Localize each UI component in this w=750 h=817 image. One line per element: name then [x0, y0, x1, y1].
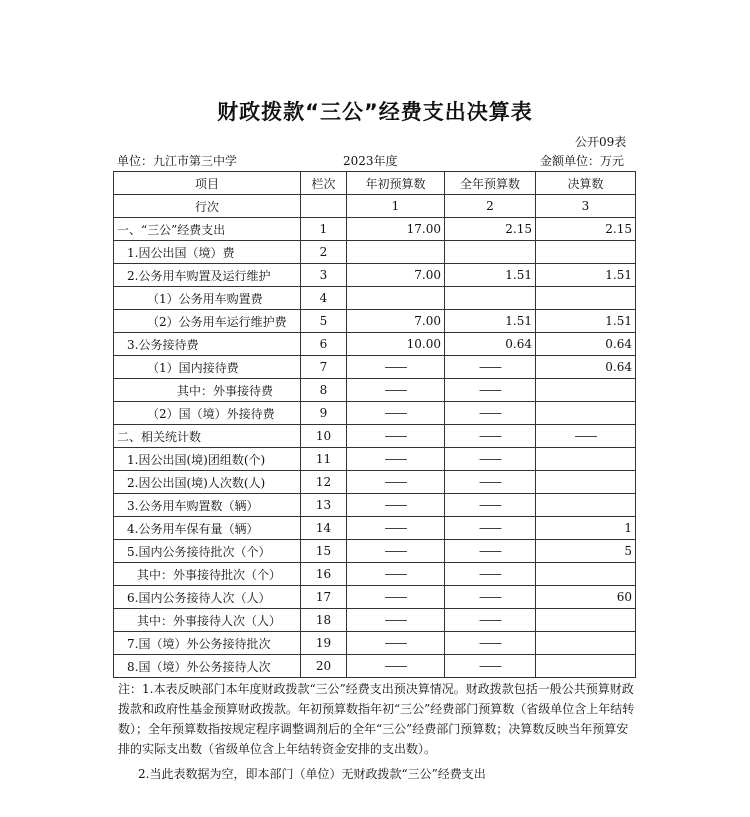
row-column-no: 14	[301, 517, 347, 540]
row-final-amount	[536, 379, 636, 402]
row-final-amount: 1.51	[536, 264, 636, 287]
row-initial-budget: ——	[347, 563, 445, 586]
row-annual-budget: ——	[445, 632, 536, 655]
table-row	[114, 356, 636, 379]
row-initial-budget: 10.00	[347, 333, 445, 356]
row-annual-budget: ——	[445, 586, 536, 609]
row-column-no: 5	[301, 310, 347, 333]
row-annual-budget: ——	[445, 609, 536, 632]
row-column-no: 16	[301, 563, 347, 586]
row-final-amount	[536, 563, 636, 586]
table-row	[114, 632, 636, 655]
row-initial-budget: ——	[347, 425, 445, 448]
row-annual-budget: ——	[445, 402, 536, 425]
row-final-amount: 0.64	[536, 333, 636, 356]
row-index-1: 1	[347, 195, 445, 218]
row-annual-budget: ——	[445, 356, 536, 379]
row-initial-budget: ——	[347, 540, 445, 563]
row-item: 其中：外事接待批次（个）	[114, 563, 301, 586]
row-annual-budget: ——	[445, 655, 536, 678]
row-index-blank	[301, 195, 347, 218]
table-row	[114, 448, 636, 471]
row-column-no: 13	[301, 494, 347, 517]
table-row	[114, 494, 636, 517]
row-annual-budget: ——	[445, 379, 536, 402]
row-final-amount	[536, 402, 636, 425]
row-annual-budget: ——	[445, 517, 536, 540]
row-item: （2）国（境）外接待费	[114, 402, 301, 425]
row-final-amount: 5	[536, 540, 636, 563]
row-initial-budget: 17.00	[347, 218, 445, 241]
row-column-no: 17	[301, 586, 347, 609]
row-annual-budget: 1.51	[445, 310, 536, 333]
row-final-amount	[536, 494, 636, 517]
table-row	[114, 264, 636, 287]
year-label: 2023年度	[343, 154, 398, 168]
row-column-no: 20	[301, 655, 347, 678]
row-column-no: 1	[301, 218, 347, 241]
header-item: 项目	[114, 172, 301, 195]
row-final-amount: 0.64	[536, 356, 636, 379]
header-final-amount: 决算数	[536, 172, 636, 195]
row-initial-budget: ——	[347, 379, 445, 402]
row-column-no: 6	[301, 333, 347, 356]
row-item: （1）国内接待费	[114, 356, 301, 379]
table-header-row	[114, 172, 636, 195]
row-initial-budget: ——	[347, 471, 445, 494]
row-annual-budget: ——	[445, 563, 536, 586]
table-row	[114, 563, 636, 586]
row-annual-budget: 1.51	[445, 264, 536, 287]
row-column-no: 2	[301, 241, 347, 264]
table-row	[114, 540, 636, 563]
row-column-no: 4	[301, 287, 347, 310]
row-item: 一、“三公”经费支出	[114, 218, 301, 241]
table-row	[114, 379, 636, 402]
row-item: 1.因公出国（境）费	[114, 241, 301, 264]
row-initial-budget: ——	[347, 402, 445, 425]
row-final-amount	[536, 655, 636, 678]
row-initial-budget: 7.00	[347, 264, 445, 287]
row-initial-budget: ——	[347, 632, 445, 655]
row-item: 2.因公出国(境)人次数(人)	[114, 471, 301, 494]
row-initial-budget	[347, 287, 445, 310]
row-final-amount: 1	[536, 517, 636, 540]
row-initial-budget: ——	[347, 655, 445, 678]
row-column-no: 3	[301, 264, 347, 287]
row-annual-budget: ——	[445, 425, 536, 448]
row-final-amount	[536, 471, 636, 494]
row-item: 其中：外事接待人次（人）	[114, 609, 301, 632]
row-final-amount	[536, 632, 636, 655]
row-column-no: 15	[301, 540, 347, 563]
page-title: 财政拨款“三公”经费支出决算表	[217, 100, 533, 124]
row-column-no: 8	[301, 379, 347, 402]
row-annual-budget: ——	[445, 448, 536, 471]
row-column-no: 19	[301, 632, 347, 655]
row-annual-budget	[445, 287, 536, 310]
row-column-no: 18	[301, 609, 347, 632]
row-final-amount: 60	[536, 586, 636, 609]
row-initial-budget: 7.00	[347, 310, 445, 333]
table-row	[114, 655, 636, 678]
row-final-amount	[536, 241, 636, 264]
expenditure-table	[113, 171, 636, 678]
row-annual-budget: ——	[445, 494, 536, 517]
row-index-3: 3	[536, 195, 636, 218]
row-index-row	[114, 195, 636, 218]
row-final-amount	[536, 287, 636, 310]
amount-unit-label: 金额单位：万元	[540, 154, 625, 168]
row-final-amount	[536, 448, 636, 471]
form-number: 公开09表	[575, 135, 627, 149]
row-item: 1.因公出国(境)团组数(个)	[114, 448, 301, 471]
row-item: 3.公务用车购置数（辆）	[114, 494, 301, 517]
table-row	[114, 287, 636, 310]
header-column-no: 栏次	[301, 172, 347, 195]
row-item: 2.公务用车购置及运行维护	[114, 264, 301, 287]
row-initial-budget: ——	[347, 356, 445, 379]
row-column-no: 11	[301, 448, 347, 471]
row-index-label: 行次	[114, 195, 301, 218]
note-2: 2.当此表数据为空，即本部门（单位）无财政拨款“三公”经费支出	[138, 767, 486, 781]
row-item: 5.国内公务接待批次（个）	[114, 540, 301, 563]
notes-block	[118, 679, 638, 759]
table-row	[114, 425, 636, 448]
row-initial-budget	[347, 241, 445, 264]
table-row	[114, 218, 636, 241]
table-row	[114, 402, 636, 425]
row-initial-budget: ——	[347, 586, 445, 609]
row-final-amount: ——	[536, 425, 636, 448]
row-index-2: 2	[445, 195, 536, 218]
table-row	[114, 241, 636, 264]
row-column-no: 12	[301, 471, 347, 494]
table-row	[114, 517, 636, 540]
row-item: 二、相关统计数	[114, 425, 301, 448]
table-row	[114, 471, 636, 494]
row-column-no: 7	[301, 356, 347, 379]
row-annual-budget: ——	[445, 540, 536, 563]
row-item: 7.国（境）外公务接待批次	[114, 632, 301, 655]
row-column-no: 10	[301, 425, 347, 448]
row-item: 4.公务用车保有量（辆）	[114, 517, 301, 540]
table-row	[114, 586, 636, 609]
row-item: （1）公务用车购置费	[114, 287, 301, 310]
row-item: 6.国内公务接待人次（人）	[114, 586, 301, 609]
row-column-no: 9	[301, 402, 347, 425]
row-annual-budget: 0.64	[445, 333, 536, 356]
row-annual-budget: ——	[445, 471, 536, 494]
row-initial-budget: ——	[347, 448, 445, 471]
row-item: 3.公务接待费	[114, 333, 301, 356]
table-row	[114, 609, 636, 632]
unit-label: 单位：九江市第三中学	[117, 154, 238, 168]
table-row	[114, 310, 636, 333]
row-annual-budget	[445, 241, 536, 264]
row-initial-budget: ——	[347, 609, 445, 632]
row-initial-budget: ——	[347, 517, 445, 540]
row-item: 8.国（境）外公务接待人次	[114, 655, 301, 678]
row-initial-budget: ——	[347, 494, 445, 517]
row-item: （2）公务用车运行维护费	[114, 310, 301, 333]
header-annual-budget: 全年预算数	[445, 172, 536, 195]
note-1: 注：1.本表反映部门本年度财政拨款“三公”经费支出预决算情况。财政拨款包括一般公共预算财政拨款和政府性基金预算财政拨款。年初预算数指年初“三公”经费部门预算数（省级单位含上年结转数）；全年预算数指按规定程序调整调剂后的全年“三公”经费部门预算数；决算数反映当年预算安排的实际支出数（省级单位含上年结转资金安排的支出数）。	[118, 682, 635, 756]
row-final-amount: 1.51	[536, 310, 636, 333]
table-row	[114, 333, 636, 356]
row-annual-budget: 2.15	[445, 218, 536, 241]
row-final-amount	[536, 609, 636, 632]
row-item: 其中：外事接待费	[114, 379, 301, 402]
row-final-amount: 2.15	[536, 218, 636, 241]
header-initial-budget: 年初预算数	[347, 172, 445, 195]
